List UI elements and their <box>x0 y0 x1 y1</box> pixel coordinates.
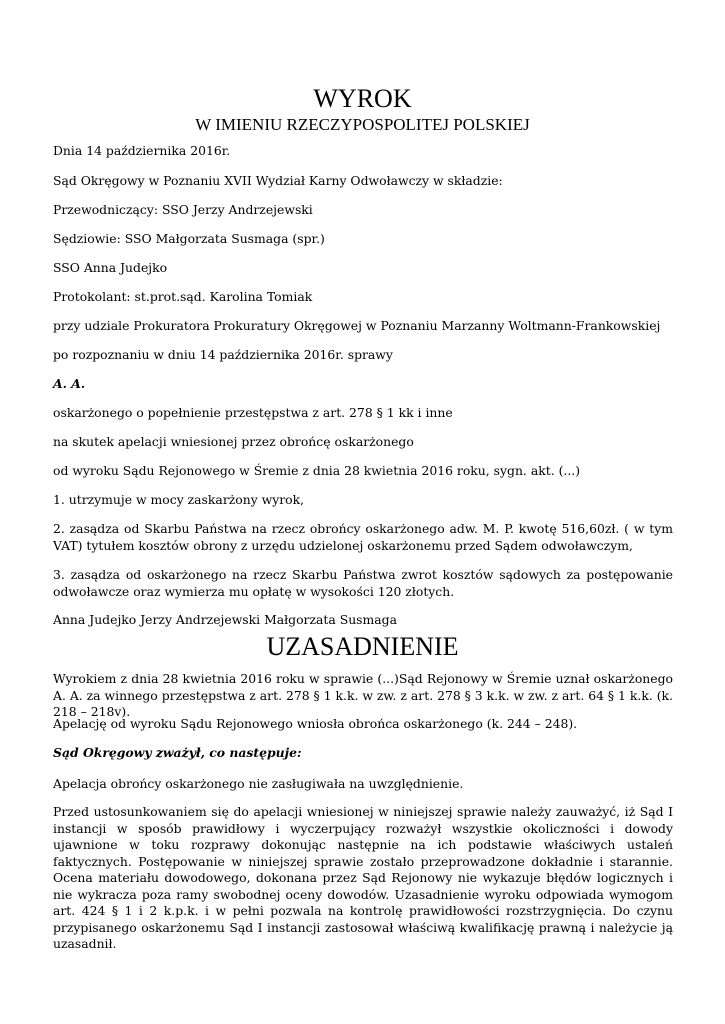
charge: oskarżonego o popełnienie przestępstwa z art. 278 § 1 kk i inne <box>53 405 453 420</box>
ruling-item-2: 2. zasądza od Skarbu Państwa na rzecz obrońcy oskarżonego adw. M. P. kwotę 516,60zł. ( w tym VAT) tytułem kosztów obrony z urzędu udzielonej oskarżonemu przed Sądem odwoławczym, <box>53 521 673 553</box>
clerk: Protokolant: st.prot.sąd. Karolina Tomiak <box>53 289 313 304</box>
justification-heading: Sąd Okręgowy zważył, co następuje: <box>53 745 302 760</box>
justification-paragraph-4: Przed ustosunkowaniem się do apelacji wniesionej w niniejszej sprawie należy zauważyć, iż Sąd I instancji w sposób prawidłowy i wyczerpujący rozważył wszystkie okoliczności i dowody ujawnione w toku rozprawy dokonując następnie na ich podstawie właściwych ustaleń faktycznych. Postępowanie w niniejszej sprawie zostało przeprowadzone dokładnie i starannie. Ocena materiału dowodowego, dokonana przez Sąd Rejonowy nie wykazuje błędów logicznych i nie wykracza poza ramy swobodnej oceny dowodów. Uzasadnienie wyroku odpowiada wymogom art. 424 § 1 i 2 k.p.k. i w pełni pozwala na kontrolę prawidłowości rozstrzygnięcia. Do czynu przypisanego oskarżonemu Sąd I instancji zastosował właściwą kwalifikację prawną i należycie ją uzasadnił. <box>53 804 673 951</box>
judge-second: SSO Anna Judejko <box>53 260 168 275</box>
appeal-basis: na skutek apelacji wniesionej przez obrońcę oskarżonego <box>53 434 414 449</box>
prosecutor: przy udziale Prokuratora Prokuratury Okręgowej w Poznaniu Marzanny Woltmann-Frankowskiej <box>53 318 661 333</box>
ruling-item-3: 3. zasądza od oskarżonego na rzecz Skarbu Państwa zwrot kosztów sądowych za postępowanie odwoławcze oraz wymierza mu opłatę w wysokości 120 złotych. <box>53 567 673 599</box>
judge-signatures: Anna Judejko Jerzy Andrzejewski Małgorzata Susmaga <box>53 612 397 627</box>
justification-paragraph-2: Apelację od wyroku Sądu Rejonowego wniosła obrońca oskarżonego (k. 244 – 248). <box>53 716 578 731</box>
justification-paragraph-1: Wyrokiem z dnia 28 kwietnia 2016 roku w sprawie (...)Sąd Rejonowy w Śremie uznał oskarżonego A. A. za winnego przestępstwa z art. 278 § 1 k.k. w zw. z art. 278 § 3 k.k. w zw. z art. 64 § 1 k.k. (k. 218 – 218v). <box>53 671 673 719</box>
presiding-judge: Przewodniczący: SSO Jerzy Andrzejewski <box>53 202 313 217</box>
justification-title: UZASADNIENIE <box>266 632 459 661</box>
justification-paragraph-3: Apelacja obrońcy oskarżonego nie zasługiwała na uwzględnienie. <box>53 776 464 791</box>
judgment-reference: od wyroku Sądu Rejonowego w Śremie z dnia 28 kwietnia 2016 roku, sygn. akt. (...) <box>53 463 581 478</box>
defendant-name: A. A. <box>53 376 86 391</box>
document-subtitle: W IMIENIU RZECZYPOSPOLITEJ POLSKIEJ <box>195 115 530 134</box>
ruling-date: Dnia 14 października 2016r. <box>53 143 231 158</box>
court-composition: Sąd Okręgowy w Poznaniu XVII Wydział Karny Odwoławczy w składzie: <box>53 173 503 188</box>
judges: Sędziowie: SSO Małgorzata Susmaga (spr.) <box>53 231 325 246</box>
ruling-item-1: 1. utrzymuje w mocy zaskarżony wyrok, <box>53 492 305 507</box>
document-title: WYROK <box>313 84 412 113</box>
hearing-info: po rozpoznaniu w dniu 14 października 2016r. sprawy <box>53 347 393 362</box>
